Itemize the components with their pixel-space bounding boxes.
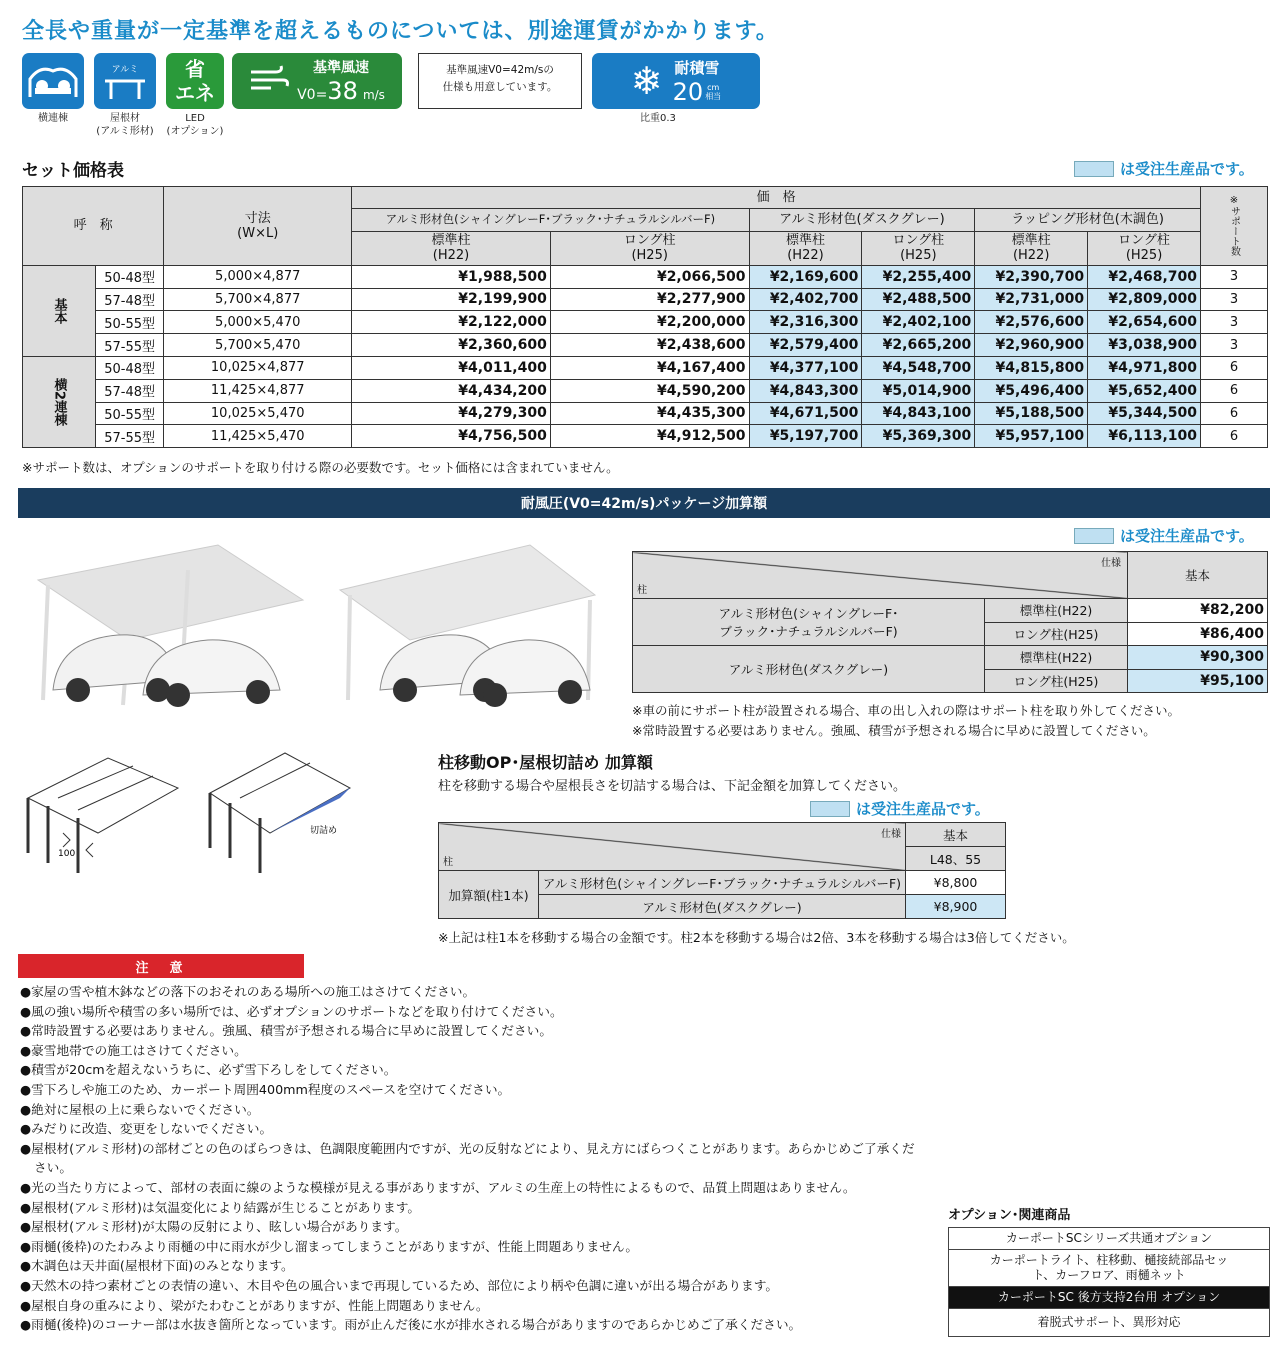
move-desc: 柱を移動する場合や屋根長さを切詰する場合は、下記金額を加算してください。 xyxy=(438,779,907,794)
price-cell: ¥5,197,700 xyxy=(749,425,862,448)
caution-item: ●家屋の雪や植木鉢などの落下のおそれのある場所への施工はさけてください。 xyxy=(20,984,476,999)
caption-line: (オプション) xyxy=(166,126,224,137)
std-pillar xyxy=(352,231,551,265)
caution-item: ●常時設置する必要はありません。強風、積雪が予想される場合に早めに設置してください。 xyxy=(20,1023,553,1039)
hlabel: (H22) xyxy=(787,248,824,264)
price-cell: ¥5,188,500 xyxy=(975,402,1088,425)
price-cell: ¥2,809,000 xyxy=(1088,288,1201,311)
price-cell: ¥1,988,500 xyxy=(352,265,551,288)
pillar-label: 柱 xyxy=(443,857,453,868)
price-cell: ¥5,369,300 xyxy=(862,425,975,448)
energy-saving-badge xyxy=(166,53,224,109)
price-cell: ¥2,665,200 xyxy=(862,334,975,357)
price-cell: ¥2,255,400 xyxy=(862,265,975,288)
model-cell: 50-48型 xyxy=(96,356,164,379)
row-group-label: 横2連棟 xyxy=(23,356,96,447)
carport-support-photo xyxy=(320,540,620,710)
price-cell: ¥4,971,800 xyxy=(1088,356,1201,379)
legend-swatch xyxy=(1074,528,1114,544)
price-cell: ¥5,496,400 xyxy=(975,379,1088,402)
carport-photo xyxy=(18,540,308,710)
caption-line: LED xyxy=(185,113,205,124)
spec-label: 仕様 xyxy=(1101,558,1121,569)
col-price: 価 格 xyxy=(352,187,1201,209)
wind-row-group xyxy=(633,599,985,646)
support-cell: 6 xyxy=(1201,402,1268,425)
price-cell: ¥5,652,400 xyxy=(1088,379,1201,402)
caution-item: ●屋根材(アルミ形材)の部材ごとの色のばらつきは、色調限度範囲内ですが、光の反射などにより、見え方にばらつくことがあります。あらかじめご了承ください。 xyxy=(20,1140,915,1176)
price-cell: ¥4,434,200 xyxy=(352,379,551,402)
price-cell: ¥5,957,100 xyxy=(975,425,1088,448)
note-line: 仕様も用意しています。 xyxy=(442,81,558,93)
badge-label: アルミ xyxy=(111,64,139,75)
price-cell: ¥2,066,500 xyxy=(550,265,749,288)
support-cell: 3 xyxy=(1201,265,1268,288)
caution-list xyxy=(20,982,915,1335)
size-cell: 5,700×4,877 xyxy=(164,288,352,311)
badge-label: 省 xyxy=(185,57,205,81)
wind-price-table xyxy=(632,551,1268,693)
legend-text: は受注生産品です。 xyxy=(856,800,990,818)
pillar-type: 標準柱(H22) xyxy=(985,599,1128,623)
price-cell: ¥2,277,900 xyxy=(550,288,749,311)
support-note: ※サポート数は、オプションのサポートを取り付ける際の必要数です。セット価格には含まれていません。 xyxy=(22,460,619,475)
price-cell: ¥2,576,600 xyxy=(975,311,1088,334)
table-row xyxy=(23,356,1268,379)
dim-label: 100 xyxy=(58,849,76,859)
price-cell: ¥2,390,700 xyxy=(975,265,1088,288)
price: ¥95,100 xyxy=(1128,669,1268,693)
size-cell: 11,425×4,877 xyxy=(164,379,352,402)
snow-badge xyxy=(592,53,760,109)
price-cell: ¥2,169,600 xyxy=(749,265,862,288)
table-row xyxy=(23,311,1268,334)
model-cell: 50-48型 xyxy=(96,265,164,288)
hlabel: (H25) xyxy=(1125,248,1163,264)
hlabel: (H25) xyxy=(900,248,937,264)
hlabel: ロング柱 xyxy=(623,233,676,249)
caption-line: 屋根材 xyxy=(110,113,140,124)
group-2: アルミ形材色(ダスクグレー) xyxy=(749,209,975,232)
hlabel: (H25) xyxy=(631,248,668,264)
color-row: アルミ形材色(ダスクグレー) xyxy=(539,895,906,919)
col-name: 呼 称 xyxy=(23,187,164,266)
hlabel: 標準柱 xyxy=(1011,233,1051,249)
options-title: オプション･関連商品 xyxy=(948,1208,1071,1223)
move-note: ※上記は柱1本を移動する場合の金額です。柱2本を移動する場合は2倍、3本を移動する場合は3倍してください。 xyxy=(438,930,1075,945)
hlabel: ロング柱 xyxy=(1118,233,1170,249)
table-row xyxy=(23,379,1268,402)
roof-trim-diagram xyxy=(200,748,380,878)
size-cell: 5,700×5,470 xyxy=(164,334,352,357)
support-cell: 6 xyxy=(1201,425,1268,448)
wind-speed-badge xyxy=(232,53,402,109)
aluminum-roof-icon xyxy=(94,53,156,109)
table-row xyxy=(23,265,1268,288)
price-cell: ¥4,756,500 xyxy=(352,425,551,448)
caution-item: ●風の強い場所や積雪の多い場所では、必ずオプションのサポートなどを取り付けてください。 xyxy=(20,1003,563,1019)
spec-label: 仕様 xyxy=(881,829,901,840)
wind-num: 38 xyxy=(327,77,358,105)
row-group-label: 基本 xyxy=(23,265,96,356)
price-cell: ¥5,014,900 xyxy=(862,379,975,402)
options-body: カーポートライト、柱移動、樋接続部品セット、カーフロア、雨樋ネット xyxy=(948,1250,1270,1287)
row-label: アルミ形材色(シャイングレーF･ xyxy=(718,606,899,622)
made-to-order-legend xyxy=(1074,525,1254,546)
wind-title: 基準風速 xyxy=(313,60,369,76)
legend-swatch xyxy=(1074,161,1114,177)
basic-header: 基本 xyxy=(1128,552,1268,599)
price-cell: ¥2,654,600 xyxy=(1088,311,1201,334)
price-cell: ¥2,579,400 xyxy=(749,334,862,357)
caution-item: ●絶対に屋根の上に乗らないでください。 xyxy=(20,1101,260,1117)
wind-unit: m/s xyxy=(362,88,385,102)
table-row xyxy=(23,334,1268,357)
caution-item: ●木調色は天井面(屋根材下面)のみとなります。 xyxy=(20,1258,294,1274)
long-pillar xyxy=(862,231,975,265)
price-cell: ¥4,377,100 xyxy=(749,356,862,379)
price-cell: ¥2,960,900 xyxy=(975,334,1088,357)
price-cell: ¥4,815,800 xyxy=(975,356,1088,379)
badge-caption: 横連棟 xyxy=(38,113,68,124)
diag-header xyxy=(439,823,906,871)
caution-item: ●屋根自身の重みにより、梁がたわむことがありますが、性能上問題ありません。 xyxy=(20,1297,489,1313)
caution-item: ●雨樋(後枠)のたわみより雨樋の中に雨水が少し溜まってしまうことがありますが、性能上問題ありません。 xyxy=(20,1238,639,1254)
snowflake-icon: ❄ xyxy=(630,59,663,103)
group-3: ラッピング形材色(木調色) xyxy=(975,209,1201,232)
price-cell: ¥6,113,100 xyxy=(1088,425,1201,448)
row-label: ブラック･ナチュラルシルバーF) xyxy=(719,624,898,640)
pillar-type: ロング柱(H25) xyxy=(985,669,1128,693)
std-pillar xyxy=(975,231,1088,265)
badge-caption xyxy=(160,112,230,138)
size-cell: 5,000×4,877 xyxy=(164,265,352,288)
headline: 全長や重量が一定基準を超えるものについては、別途運賃がかかります。 xyxy=(22,19,779,44)
support-cell: 6 xyxy=(1201,356,1268,379)
caution-item: ●天然木の持つ素材ごとの表情の違い、木目や色の風合いまで再現しているため、部位により柄や色調に違いが出る場合があります。 xyxy=(20,1277,779,1293)
price-cell: ¥4,279,300 xyxy=(352,402,551,425)
price-cell: ¥2,438,600 xyxy=(550,334,749,357)
add-label: 加算額(柱1本) xyxy=(439,871,539,919)
price-cell: ¥4,011,400 xyxy=(352,356,551,379)
snow-num: 20 xyxy=(672,77,704,106)
note-line: 基準風速V0=42m/sの xyxy=(446,64,554,76)
hlabel: 標準柱 xyxy=(431,233,471,249)
price-cell: ¥2,122,000 xyxy=(352,311,551,334)
hlabel: (H22) xyxy=(432,248,470,264)
wind-note: ※常時設置する必要はありません。強風、積雪が予想される場合に早めに設置してください。 xyxy=(632,723,1156,738)
support-cell: 6 xyxy=(1201,379,1268,402)
support-cell: 3 xyxy=(1201,311,1268,334)
col-size xyxy=(164,187,352,266)
legend-text: は受注生産品です。 xyxy=(1120,160,1254,178)
size-label: 寸法 xyxy=(244,210,271,226)
support-cell: 3 xyxy=(1201,288,1268,311)
pillar-type: ロング柱(H25) xyxy=(985,622,1128,646)
basic-header: 基本 xyxy=(906,823,1006,847)
price-cell: ¥2,488,500 xyxy=(862,288,975,311)
model-cell: 57-48型 xyxy=(96,288,164,311)
price-cell: ¥2,731,000 xyxy=(975,288,1088,311)
price-cell: ¥2,316,300 xyxy=(749,311,862,334)
price-cell: ¥2,402,700 xyxy=(749,288,862,311)
options-body: 着脱式サポート、異形対応 xyxy=(948,1309,1270,1337)
wind-v: V0= xyxy=(297,87,328,103)
options-header: カーポートSC 後方支持2台用 オプション xyxy=(948,1287,1270,1309)
model-cell: 57-55型 xyxy=(96,334,164,357)
set-price-table xyxy=(22,186,1268,448)
model-cell: 50-55型 xyxy=(96,311,164,334)
pillar-move-diagram xyxy=(18,748,198,878)
long-pillar xyxy=(1088,231,1201,265)
price-cell: ¥3,038,900 xyxy=(1088,334,1201,357)
caution-item: ●雪下ろしや施工のため、カーポート周囲400mm程度のスペースを空けてください。 xyxy=(20,1081,511,1097)
caution-item: ●豪雪地帯での施工はさけてください。 xyxy=(20,1042,247,1058)
caution-item: ●屋根材(アルミ形材)が太陽の反射により、眩しい場合があります。 xyxy=(20,1219,408,1235)
hlabel: (H22) xyxy=(1012,248,1050,264)
wind-icon xyxy=(249,64,289,98)
pillar-label: 柱 xyxy=(637,585,647,596)
size-cell: 11,425×5,470 xyxy=(164,425,352,448)
price-cell: ¥4,843,100 xyxy=(862,402,975,425)
price-cell: ¥4,590,200 xyxy=(550,379,749,402)
diag-header xyxy=(633,552,1128,599)
made-to-order-legend xyxy=(810,798,990,819)
badge-label: エネ xyxy=(175,81,215,105)
model-cell: 57-48型 xyxy=(96,379,164,402)
price-cell: ¥5,344,500 xyxy=(1088,402,1201,425)
legend-swatch xyxy=(810,801,850,817)
price-cell: ¥4,843,300 xyxy=(749,379,862,402)
wind-package-bar: 耐風圧(V0=42m/s)パッケージ加算額 xyxy=(18,488,1270,518)
caution-item: ●積雪が20cmを超えないうちに、必ず雪下ろしをしてください。 xyxy=(20,1062,397,1078)
table-row xyxy=(23,425,1268,448)
set-price-title: セット価格表 xyxy=(22,161,124,181)
move-title: 柱移動OP･屋根切詰め 加算額 xyxy=(438,753,653,772)
col-support xyxy=(1201,187,1268,266)
price: ¥8,800 xyxy=(906,871,1006,895)
wind-note-box xyxy=(418,53,582,109)
price: ¥82,200 xyxy=(1128,599,1268,623)
caution-item: ●光の当たり方によって、部材の表面に線のような模様が見える事がありますが、アルミの生産上の特性によるもので、品質上問題はありません。 xyxy=(20,1179,856,1195)
wind-row-group: アルミ形材色(ダスクグレー) xyxy=(633,646,985,693)
size-cell: 10,025×5,470 xyxy=(164,402,352,425)
caution-item: ●雨樋(後枠)のコーナー部は水抜き箇所となっています。雨が止んだ後に水が排水される場合がありますのであらかじめご了承ください。 xyxy=(20,1317,802,1333)
snow-unit: cm xyxy=(707,82,720,92)
support-label: ※サポート数 xyxy=(1228,195,1240,257)
caption-line: (アルミ形材) xyxy=(96,126,154,137)
price-cell: ¥4,435,300 xyxy=(550,402,749,425)
options-box xyxy=(948,1204,1270,1337)
support-cell: 3 xyxy=(1201,334,1268,357)
model-cell: 50-55型 xyxy=(96,402,164,425)
hlabel: 標準柱 xyxy=(785,233,825,249)
group-1: アルミ形材色(シャイングレーF･ブラック･ナチュラルシルバーF) xyxy=(352,209,749,232)
snow-title: 耐積雪 xyxy=(674,58,720,77)
price: ¥86,400 xyxy=(1128,622,1268,646)
table-row xyxy=(23,288,1268,311)
price-cell: ¥4,548,700 xyxy=(862,356,975,379)
snow-unit: 相当 xyxy=(705,91,722,101)
price: ¥8,900 xyxy=(906,895,1006,919)
legend-text: は受注生産品です。 xyxy=(1120,527,1254,545)
move-price-table xyxy=(438,822,1006,919)
price-cell: ¥4,671,500 xyxy=(749,402,862,425)
options-header: カーポートSCシリーズ共通オプション xyxy=(948,1227,1270,1250)
price-cell: ¥4,167,400 xyxy=(550,356,749,379)
model-cell: 57-55型 xyxy=(96,425,164,448)
price-cell: ¥2,468,700 xyxy=(1088,265,1201,288)
price-cell: ¥4,912,500 xyxy=(550,425,749,448)
std-pillar xyxy=(749,231,862,265)
size-header: L48、55 xyxy=(906,847,1006,871)
pillar-type: 標準柱(H22) xyxy=(985,646,1128,670)
wind-note: ※車の前にサポート柱が設置される場合、車の出し入れの際はサポート柱を取り外してください。 xyxy=(632,703,1180,718)
caution-item: ●屋根材(アルミ形材)は気温変化により結露が生じることがあります。 xyxy=(20,1199,421,1215)
price-cell: ¥2,200,000 xyxy=(550,311,749,334)
price-cell: ¥2,402,100 xyxy=(862,311,975,334)
color-row: アルミ形材色(シャイングレーF･ブラック･ナチュラルシルバーF) xyxy=(539,871,906,895)
snow-caption: 比重0.3 xyxy=(640,113,676,124)
price-cell: ¥2,360,600 xyxy=(352,334,551,357)
price: ¥90,300 xyxy=(1128,646,1268,670)
made-to-order-legend xyxy=(1074,158,1254,179)
caution-item: ●みだりに改造、変更をしないでください。 xyxy=(20,1121,273,1137)
hlabel: ロング柱 xyxy=(892,233,945,249)
price-cell: ¥2,199,900 xyxy=(352,288,551,311)
long-pillar xyxy=(550,231,749,265)
badge-caption xyxy=(88,112,162,138)
trim-label: 切詰め xyxy=(310,826,338,836)
table-row xyxy=(23,402,1268,425)
size-cell: 10,025×4,877 xyxy=(164,356,352,379)
size-cell: 5,000×5,470 xyxy=(164,311,352,334)
caution-header: 注 意 xyxy=(18,954,304,978)
side-by-side-icon xyxy=(22,53,84,109)
size-sub: (W×L) xyxy=(237,225,279,241)
